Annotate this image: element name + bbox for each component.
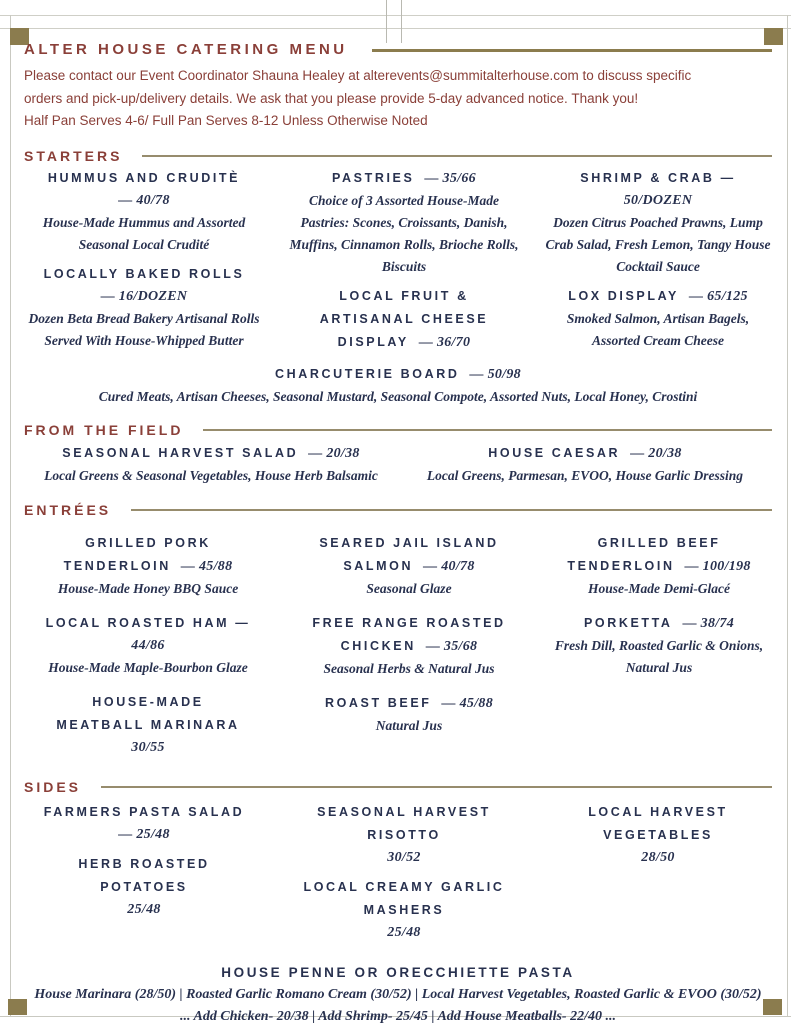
sides-column-3 (544, 801, 772, 876)
section-heading-row (24, 148, 772, 164)
item-desc: Cocktail Sauce (616, 258, 700, 274)
menu-item-shrimp-crab (544, 167, 772, 278)
item-price: — 45/88 (441, 695, 494, 711)
sides-column-2 (270, 801, 538, 951)
menu-item-meatball-marinara (24, 691, 272, 759)
section-rule (142, 155, 772, 157)
item-name: SEASONAL HARVEST SALAD — 20/38 (62, 445, 360, 461)
item-name: ROAST BEEF — 45/88 (324, 695, 494, 711)
section-heading: SIDES (24, 778, 82, 795)
title-rule (372, 49, 772, 52)
item-price: — 36/70 (418, 334, 471, 350)
item-name: SHRIMP & CRAB — (580, 170, 736, 185)
item-desc: Natural Jus (375, 717, 443, 733)
item-price: — 20/38 (308, 445, 360, 461)
item-name: CHICKEN — 35/68 (340, 638, 478, 654)
item-name: DISPLAY — 36/70 (337, 334, 471, 350)
item-name: MEATBALL MARINARA (56, 717, 240, 732)
item-addons: ... Add Chicken- 20/38 | Add Shrimp- 25/45 | Add House Meatballs- 22/40 ... (180, 1008, 616, 1024)
item-name: POTATOES (100, 879, 188, 894)
menu-item-lox-display (544, 285, 772, 352)
item-name: ARTISANAL CHEESE (319, 311, 489, 326)
menu-item-harvest-risotto (270, 801, 538, 869)
item-price: 25/48 (387, 924, 421, 940)
item-name: FREE RANGE ROASTED (312, 615, 506, 630)
menu-item-salmon (278, 532, 540, 600)
item-price: 50/DOZEN (623, 192, 693, 208)
item-price: — 35/66 (424, 170, 476, 186)
item-desc: House-Made Honey BBQ Sauce (57, 580, 239, 596)
section-sides (24, 779, 772, 1028)
starters-column-2 (270, 167, 538, 361)
item-name: HOUSE PENNE OR ORECCHIETTE PASTA (221, 964, 575, 980)
item-name: HERB ROASTED (78, 856, 210, 871)
item-name: GRILLED PORK (85, 535, 211, 550)
item-price: — 45/88 (180, 558, 233, 574)
section-rule (101, 786, 772, 788)
item-price: — 16/DOZEN (100, 288, 188, 304)
item-name: LOX DISPLAY — 65/125 (568, 288, 748, 304)
item-desc: Local Greens & Seasonal Vegetables, House Herb Balsamic (44, 467, 378, 483)
item-price: 30/55 (131, 739, 165, 755)
starters-column-3 (544, 167, 772, 359)
item-price: 25/48 (127, 901, 161, 917)
item-name: HUMMUS AND CRUDITÈ (47, 170, 241, 185)
item-desc: House-Made Hummus and Assorted (42, 214, 246, 230)
item-name: LOCAL CREAMY GARLIC (303, 879, 505, 894)
menu-item-garlic-mashers (270, 876, 538, 944)
item-name: MASHERS (363, 902, 445, 917)
menu-item-farmers-pasta-salad (24, 801, 264, 846)
item-name: TENDERLOIN — 45/88 (63, 558, 233, 574)
entrees-column-2 (278, 532, 540, 749)
item-name: VEGETABLES (603, 827, 713, 842)
item-price: 30/52 (387, 849, 421, 865)
section-heading: STARTERS (24, 147, 123, 164)
item-desc: Pastries: Scones, Croissants, Danish, (300, 214, 508, 230)
item-desc: Smoked Salmon, Artisan Bagels, (566, 310, 750, 326)
item-desc: Fresh Dill, Roasted Garlic & Onions, (554, 637, 764, 653)
item-desc: Assorted Cream Cheese (591, 332, 724, 348)
item-price: — 20/38 (630, 445, 682, 461)
section-heading: ENTRÉES (24, 501, 112, 518)
item-price: 28/50 (641, 849, 675, 865)
item-price: — 100/198 (684, 558, 751, 574)
item-desc: Muffins, Cinnamon Rolls, Brioche Rolls, (289, 236, 519, 252)
section-rule (203, 429, 772, 431)
menu-item-house-pasta (24, 961, 772, 1028)
menu-item-fruit-cheese-display (270, 285, 538, 354)
entrees-columns (24, 532, 772, 771)
intro-line-1: Please contact our Event Coordinator Shauna Healey at alterevents@summitalterhouse.com to discuss specific (24, 68, 692, 83)
item-desc: Seasonal Glaze (366, 580, 452, 596)
menu-item-charcuterie-board (24, 363, 772, 408)
menu-item-harvest-vegetables (544, 801, 772, 869)
item-desc: Served With House-Whipped Butter (44, 332, 244, 348)
menu-item-hummus (24, 167, 264, 256)
entrees-column-3 (546, 532, 772, 691)
item-price: — 40/78 (423, 558, 475, 574)
item-price: — 65/125 (689, 288, 748, 304)
item-price: 44/86 (131, 637, 165, 653)
menu-item-baked-rolls (24, 263, 264, 352)
item-price: — 50/98 (469, 366, 521, 382)
top-center-mark-left (386, 0, 387, 43)
top-rule-inner (0, 28, 791, 29)
section-entrees (24, 502, 772, 771)
frame-right-rule (787, 15, 788, 1016)
sides-columns (24, 801, 772, 951)
title-row (24, 41, 772, 58)
item-desc: House-Made Maple-Bourbon Glaze (48, 659, 248, 675)
menu-item-pastries (270, 167, 538, 278)
section-rule (131, 509, 772, 511)
menu-item-harvest-salad (24, 442, 398, 487)
menu-item-house-caesar (398, 442, 772, 487)
section-starters (24, 148, 772, 408)
menu-item-roasted-chicken (278, 612, 540, 680)
item-price: — 25/48 (118, 826, 170, 842)
item-desc: Dozen Beta Bread Bakery Artisanal Rolls (28, 310, 260, 326)
item-desc: Cured Meats, Artisan Cheeses, Seasonal Mustard, Seasonal Compote, Assorted Nuts, Local Honey, Crostini (98, 388, 698, 404)
item-name: PASTRIES — 35/66 (332, 170, 476, 186)
item-desc: Crab Salad, Fresh Lemon, Tangy House (545, 236, 771, 252)
section-heading: FROM THE FIELD (24, 421, 184, 438)
page-title: ALTER HOUSE CATERING MENU (24, 41, 348, 58)
menu-item-roast-beef (278, 692, 540, 737)
item-name: PORKETTA — 38/74 (583, 615, 735, 631)
item-name: SEARED JAIL ISLAND (319, 535, 499, 550)
intro-line-2: orders and pick-up/delivery details. We ask that you please provide 5-day advanced notice. Thank you! (24, 90, 639, 106)
item-name: LOCAL ROASTED HAM — (45, 615, 251, 630)
item-desc: Dozen Citrus Poached Prawns, Lump (553, 214, 763, 230)
frame-left-rule (10, 15, 11, 1016)
item-name: CHARCUTERIE BOARD — 50/98 (275, 366, 521, 382)
section-from-the-field (24, 422, 772, 487)
item-price: — 38/74 (682, 615, 735, 631)
starters-columns (24, 167, 772, 361)
item-desc: Choice of 3 Assorted House-Made (309, 192, 499, 208)
item-desc: Seasonal Local Crudité (78, 236, 210, 252)
sides-column-1 (24, 801, 264, 928)
item-options: House Marinara (28/50) | Roasted Garlic Romano Cream (30/52) | Local Harvest Vegetables, Roasted Garlic & EVOO (30/52) (34, 986, 762, 1002)
item-desc: Seasonal Herbs & Natural Jus (323, 660, 495, 676)
section-heading-row (24, 422, 772, 438)
menu-page (24, 41, 772, 1028)
menu-item-herb-roasted-potatoes (24, 853, 264, 921)
entrees-column-1 (24, 532, 272, 771)
item-name: SALMON — 40/78 (343, 558, 475, 574)
menu-item-porketta (546, 612, 772, 679)
item-desc: Biscuits (381, 258, 427, 274)
field-columns (24, 442, 772, 487)
item-desc: Local Greens, Parmesan, EVOO, House Garlic Dressing (426, 467, 744, 483)
section-heading-row (24, 502, 772, 518)
item-name: SEASONAL HARVEST (317, 804, 491, 819)
top-rule-outer (0, 15, 791, 16)
section-heading-row (24, 779, 772, 795)
item-name: HOUSE CAESAR — 20/38 (488, 445, 682, 461)
item-desc: Natural Jus (625, 659, 693, 675)
item-name: RISOTTO (367, 827, 441, 842)
item-name: LOCALLY BAKED ROLLS (43, 266, 245, 281)
item-name: HOUSE-MADE (92, 694, 204, 709)
item-price: — 40/78 (118, 192, 170, 208)
menu-item-pork-tenderloin (24, 532, 272, 600)
item-name: LOCAL HARVEST (588, 804, 728, 819)
intro-text (24, 65, 772, 133)
menu-item-beef-tenderloin (546, 532, 772, 600)
top-center-mark-right (401, 0, 402, 43)
item-desc: House-Made Demi-Glacé (587, 580, 731, 596)
item-name: LOCAL FRUIT & (339, 288, 469, 303)
starters-column-1 (24, 167, 264, 359)
item-name: TENDERLOIN — 100/198 (567, 558, 751, 574)
menu-item-roasted-ham (24, 612, 272, 679)
item-name: GRILLED BEEF (597, 535, 721, 550)
intro-line-3: Half Pan Serves 4-6/ Full Pan Serves 8-12 Unless Otherwise Noted (24, 113, 428, 128)
item-price: — 35/68 (425, 638, 478, 654)
item-name: FARMERS PASTA SALAD (43, 804, 245, 819)
